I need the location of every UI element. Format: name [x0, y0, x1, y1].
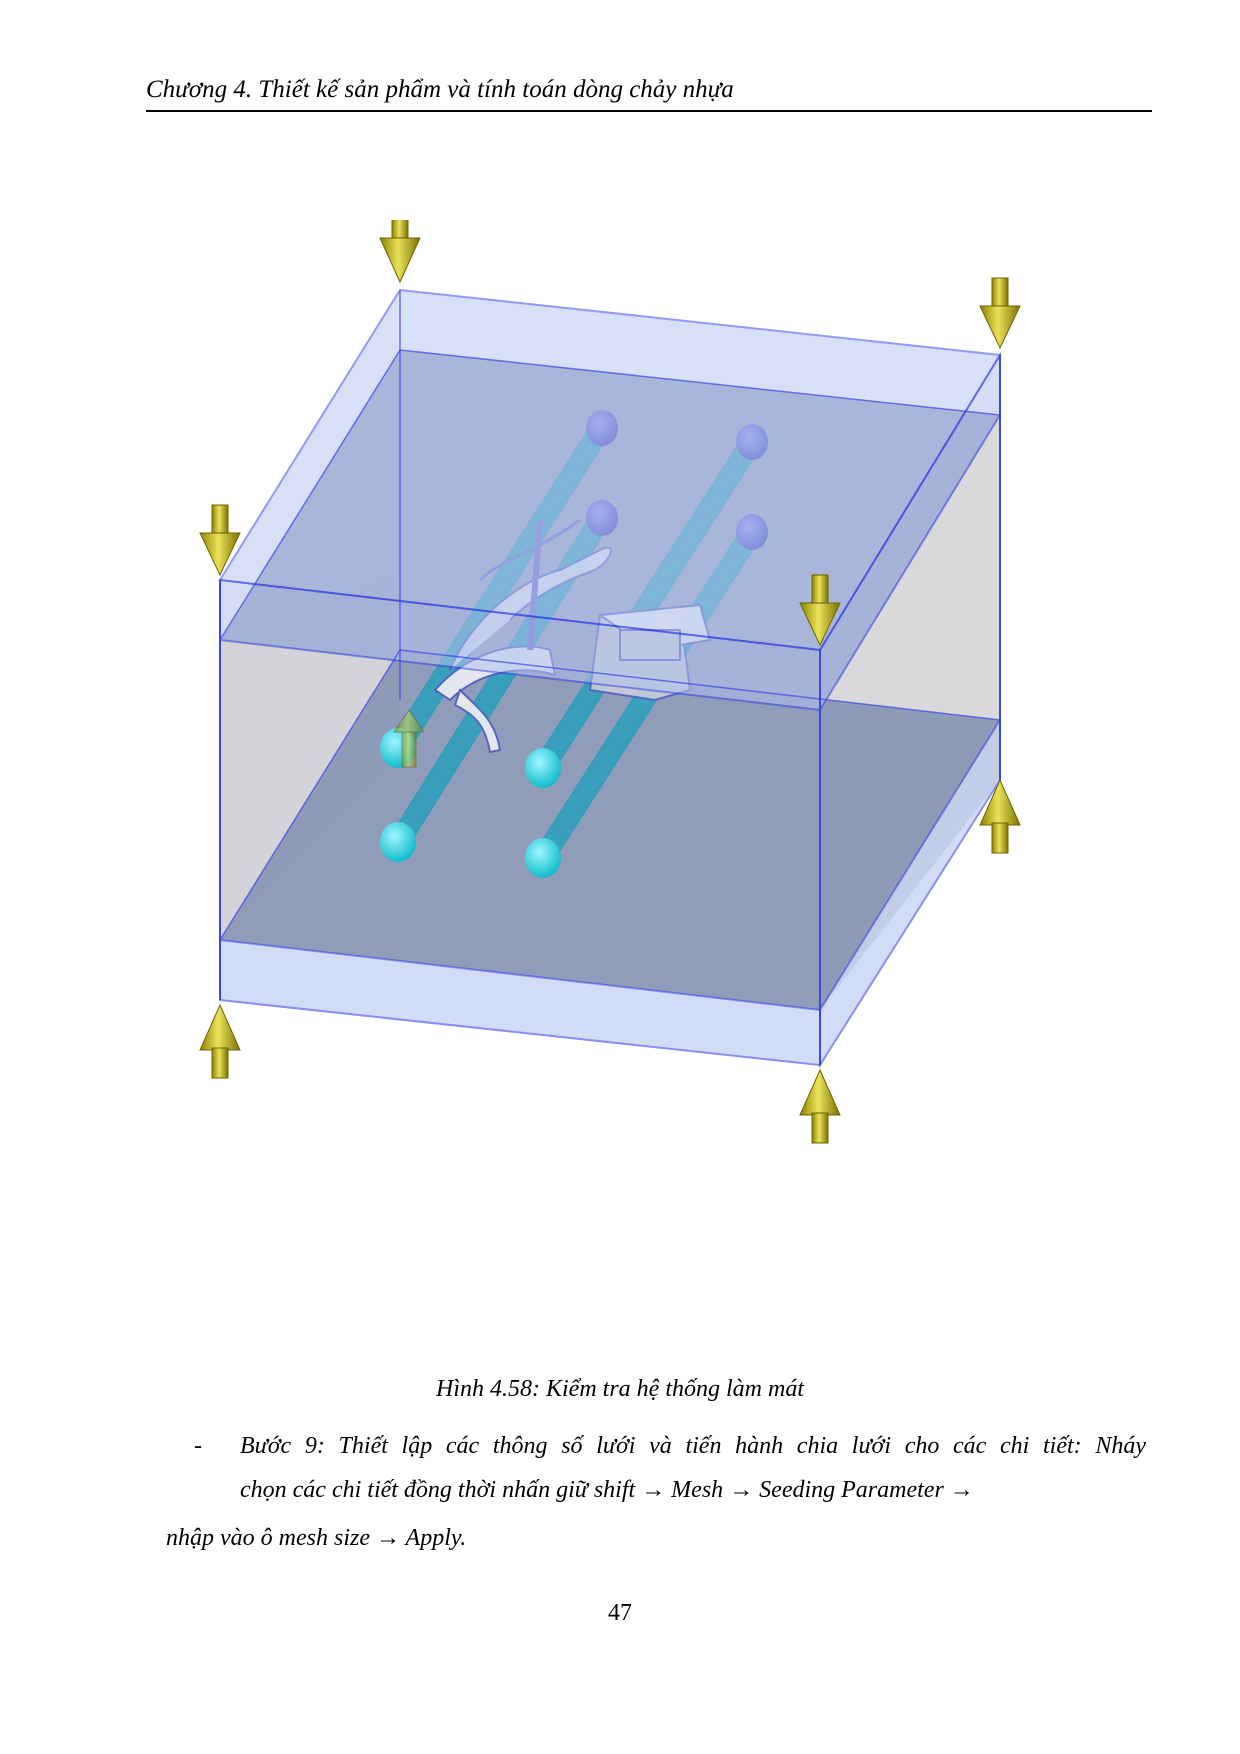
page-header [146, 70, 1152, 112]
figure-caption: Hình 4.58: Kiểm tra hệ thống làm mát [436, 1376, 804, 1402]
step-line-1: Bước 9: Thiết lập các thông số lưới và tiến hành chia lưới cho các chi tiết: Nháy [240, 1433, 1146, 1459]
down-arrow-icon [380, 220, 420, 282]
mold-cooling-figure [180, 220, 1160, 1300]
down-arrow-icon [980, 278, 1020, 348]
up-arrow-icon [800, 1070, 840, 1143]
bullet-dash: - [194, 1433, 202, 1459]
page-number: 47 [608, 1600, 632, 1626]
mold-3d-view [180, 220, 1160, 1300]
step-line-3: nhập vào ô mesh size → Apply. [166, 1525, 467, 1551]
chapter-title: Chương 4. Thiết kế sản phẩm và tính toán dòng chảy nhựa [146, 76, 734, 103]
step-line-2: chọn các chi tiết đồng thời nhấn giữ shift → Mesh → Seeding Parameter → [240, 1477, 974, 1503]
channel-outlet-bottom [380, 822, 416, 862]
channel-outlet-bottom [525, 838, 561, 878]
up-arrow-icon [200, 1005, 240, 1078]
channel-outlet-bottom [525, 748, 561, 788]
